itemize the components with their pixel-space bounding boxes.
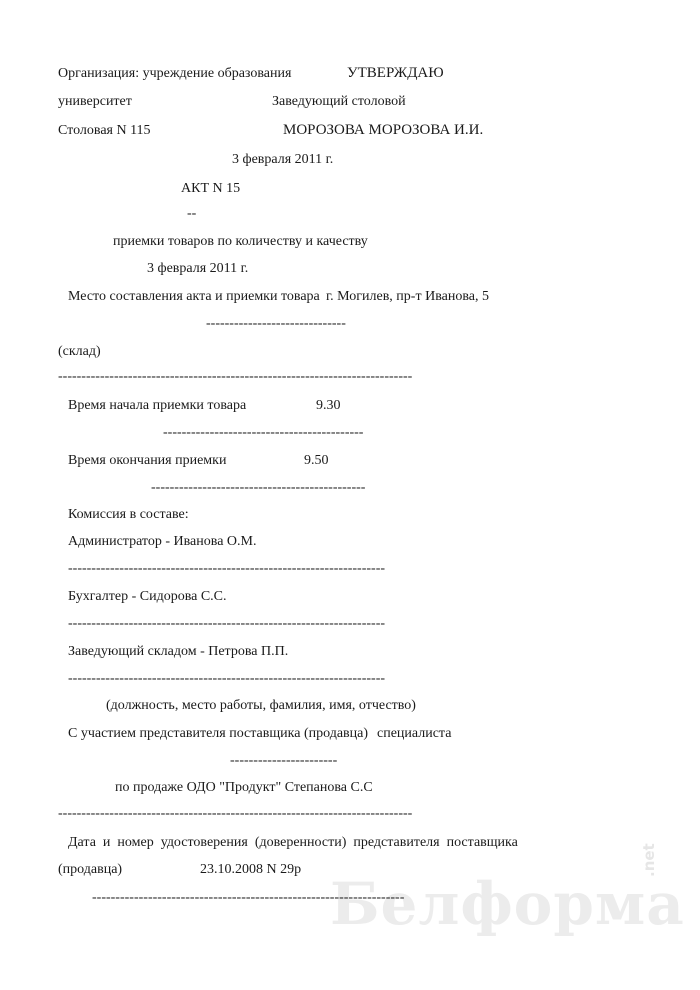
sale-line: по продаже ОДО "Продукт" Степанова С.С — [115, 780, 373, 795]
certificate-line: Дата и номер удостоверения (доверенности) представителя поставщика — [68, 835, 518, 850]
certificate-value: 23.10.2008 N 29р — [200, 862, 302, 877]
act-subtitle: приемки товаров по количеству и качеству — [113, 234, 368, 249]
end-time-label: Время окончания приемки — [68, 453, 227, 468]
supplier-participation: С участием представителя поставщика (продавца) — [68, 726, 369, 741]
act-title: АКТ N 15 — [181, 181, 241, 196]
place-dashes: ------------------------------ — [206, 316, 346, 331]
university-line: университет — [58, 94, 132, 109]
place-label: Место составления акта и приемки товара — [68, 289, 320, 304]
end-time-value: 9.50 — [304, 453, 329, 468]
approve-date: 3 февраля 2011 г. — [232, 152, 334, 167]
head-title: Заведующий столовой — [272, 94, 406, 109]
watermark-logo: Белформа — [330, 870, 685, 938]
commission-member: Бухгалтер - Сидорова С.С. — [68, 589, 227, 604]
commission-title: Комиссия в составе: — [68, 507, 189, 522]
warehouse-label: (склад) — [58, 344, 101, 359]
long-dashes-2: ---------------------------------------------------------------------------- — [58, 806, 413, 821]
start-time-dashes: ------------------------------------------- — [163, 425, 364, 440]
canteen-line: Столовая N 115 — [58, 123, 151, 138]
commission-member: Администратор - Иванова О.М. — [68, 534, 257, 549]
member-dashes: -------------------------------------------------------------------- — [68, 671, 386, 686]
approve-heading: УТВЕРЖДАЮ — [347, 65, 444, 81]
specialist-dashes: ----------------------- — [230, 753, 338, 768]
long-dashes-1: ---------------------------------------------------------------------------- — [58, 369, 413, 384]
member-dashes: -------------------------------------------------------------------- — [68, 616, 386, 631]
place-value: г. Могилев, пр-т Иванова, 5 — [326, 289, 489, 304]
commission-hint: (должность, место работы, фамилия, имя, отчество) — [106, 698, 416, 713]
head-name: МОРОЗОВА МОРОЗОВА И.И. — [283, 122, 484, 138]
end-time-dashes: ---------------------------------------------- — [151, 480, 366, 495]
final-dashes: ------------------------------------------------------------------- — [92, 890, 405, 905]
member-dashes: -------------------------------------------------------------------- — [68, 561, 386, 576]
seller-label: (продавца) — [58, 862, 123, 877]
start-time-label: Время начала приемки товара — [68, 398, 247, 413]
supplier-specialist: специалиста — [377, 726, 452, 741]
act-title-dashes: -- — [187, 206, 197, 221]
watermark-suffix: .net — [640, 843, 658, 877]
start-time-value: 9.30 — [316, 398, 341, 413]
commission-member: Заведующий складом - Петрова П.П. — [68, 644, 289, 659]
org-line: Организация: учреждение образования — [58, 66, 292, 81]
act-date: 3 февраля 2011 г. — [147, 261, 249, 276]
